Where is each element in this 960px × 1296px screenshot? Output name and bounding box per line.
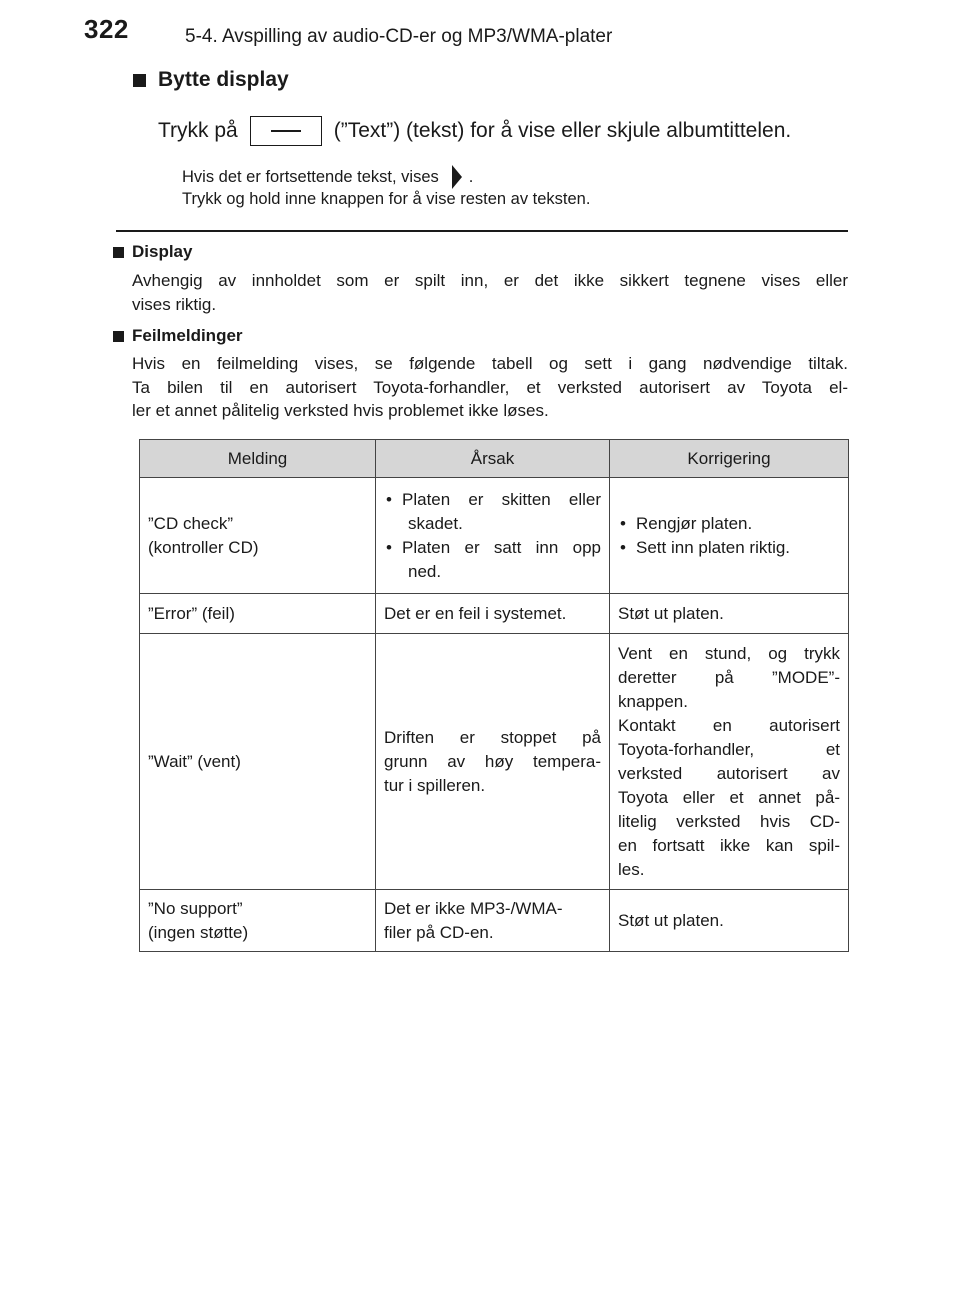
bullet-item [384, 488, 601, 536]
hold-note: Trykk og hold inne knappen for å vise resten av teksten. [182, 190, 591, 208]
section-divider [116, 230, 848, 232]
cell-line: deretter på ”MODE”- [618, 667, 840, 687]
column-header-melding: Melding [140, 440, 376, 478]
paragraph-line: Avhengig av innholdet som er spilt inn, er det ikke sikkert tegnene vises eller [132, 271, 848, 290]
table-row [140, 890, 849, 952]
cell-line: ”Error” (feil) [148, 603, 235, 623]
paragraph-line: ler et annet pålitelig verksted hvis problemet ikke løses. [132, 401, 549, 420]
error-message-table [139, 439, 849, 952]
table-row [140, 478, 849, 594]
heading-square-icon [133, 74, 146, 87]
cell-line: ned. [408, 561, 442, 581]
cause-cell [376, 594, 610, 634]
cell-line: en fortsatt ikke kan spil- [618, 835, 840, 855]
cell-line: grunn av høy tempera- [384, 751, 601, 771]
bullet-item: • Rengjør platen. [618, 512, 840, 536]
display-heading [113, 242, 192, 262]
fix-cell [610, 634, 849, 890]
errors-title: Feilmeldinger [132, 326, 243, 345]
cause-cell [376, 478, 610, 594]
cell-line: ”Wait” (vent) [148, 751, 241, 771]
cell-line: Det er ikke MP3-/WMA- [384, 898, 563, 918]
column-header-korrigering: Korrigering [610, 440, 849, 478]
cell-line: Støt ut platen. [618, 603, 724, 623]
note1-suffix: . [468, 167, 474, 186]
cell-line: Det er en feil i systemet. [384, 603, 567, 623]
column-header-arsak: Årsak [376, 440, 610, 478]
message-cell [140, 478, 376, 594]
cell-line: Toyota-forhandler, et [618, 739, 840, 759]
cell-line: Driften er stoppet på [384, 727, 601, 747]
paragraph-line: Hvis en feilmelding vises, se følgende tabell og sett i gang nødvendige tiltak. [132, 354, 848, 373]
cell-line: skadet. [408, 513, 463, 533]
bytte-display-title: Bytte display [158, 68, 289, 91]
cell-line: knappen. [618, 691, 688, 711]
cell-line: Støt ut platen. [618, 910, 724, 930]
message-cell [140, 890, 376, 952]
continuation-note [182, 164, 473, 190]
heading-square-icon [113, 247, 124, 258]
cell-line: litelig verksted hvis CD- [618, 811, 840, 831]
fix-cell [610, 478, 849, 594]
cell-line: tur i spilleren. [384, 775, 486, 795]
cell-line: (ingen støtte) [148, 922, 249, 942]
fix-cell [610, 890, 849, 952]
cell-line: Vent en stund, og trykk [618, 643, 840, 663]
bytte-display-heading [133, 68, 289, 92]
page-number: 322 [84, 14, 129, 44]
paragraph-line: vises riktig. [132, 294, 217, 314]
cell-line: verksted autorisert av [618, 763, 840, 783]
paragraph-line: Ta bilen til en autorisert Toyota-forhandler, et verksted autorisert av Toyota el- [132, 377, 848, 397]
errors-heading [113, 326, 243, 346]
cell-line: les. [618, 859, 645, 879]
display-paragraph [132, 269, 848, 316]
cell-line: Toyota eller et annet på- [618, 787, 840, 807]
cell-line: (kontroller CD) [148, 537, 259, 557]
cause-cell [376, 634, 610, 890]
message-cell [140, 594, 376, 634]
table-row [140, 634, 849, 890]
table-header-row [140, 440, 849, 478]
press-instruction [158, 116, 791, 146]
note1-prefix: Hvis det er fortsettende tekst, vises [182, 167, 439, 186]
cell-line: ”CD check” [148, 513, 234, 533]
page-header [0, 0, 960, 64]
cell-line: Kontakt en autorisert [618, 715, 840, 735]
cause-cell [376, 890, 610, 952]
table-row [140, 594, 849, 634]
bullet-item [384, 536, 601, 584]
cell-line: filer på CD-en. [384, 922, 494, 942]
fix-cell [610, 594, 849, 634]
display-title: Display [132, 242, 193, 261]
message-cell [140, 634, 376, 890]
bullet-item: • Sett inn platen riktig. [618, 536, 840, 560]
cell-line: ”No support” [148, 898, 243, 918]
heading-square-icon [113, 331, 124, 342]
cell-line: • Platen er satt inn opp [402, 537, 601, 557]
continue-arrow-icon [451, 164, 463, 190]
press-suffix: (”Text”) (tekst) for å vise eller skjule albumtittelen. [333, 119, 792, 142]
text-button-icon [250, 116, 322, 146]
cell-line: • Platen er skitten eller [402, 489, 601, 509]
section-title: 5-4. Avspilling av audio-CD-er og MP3/WMA-plater [185, 26, 613, 47]
press-prefix: Trykk på [158, 119, 238, 142]
errors-paragraph [132, 352, 848, 423]
